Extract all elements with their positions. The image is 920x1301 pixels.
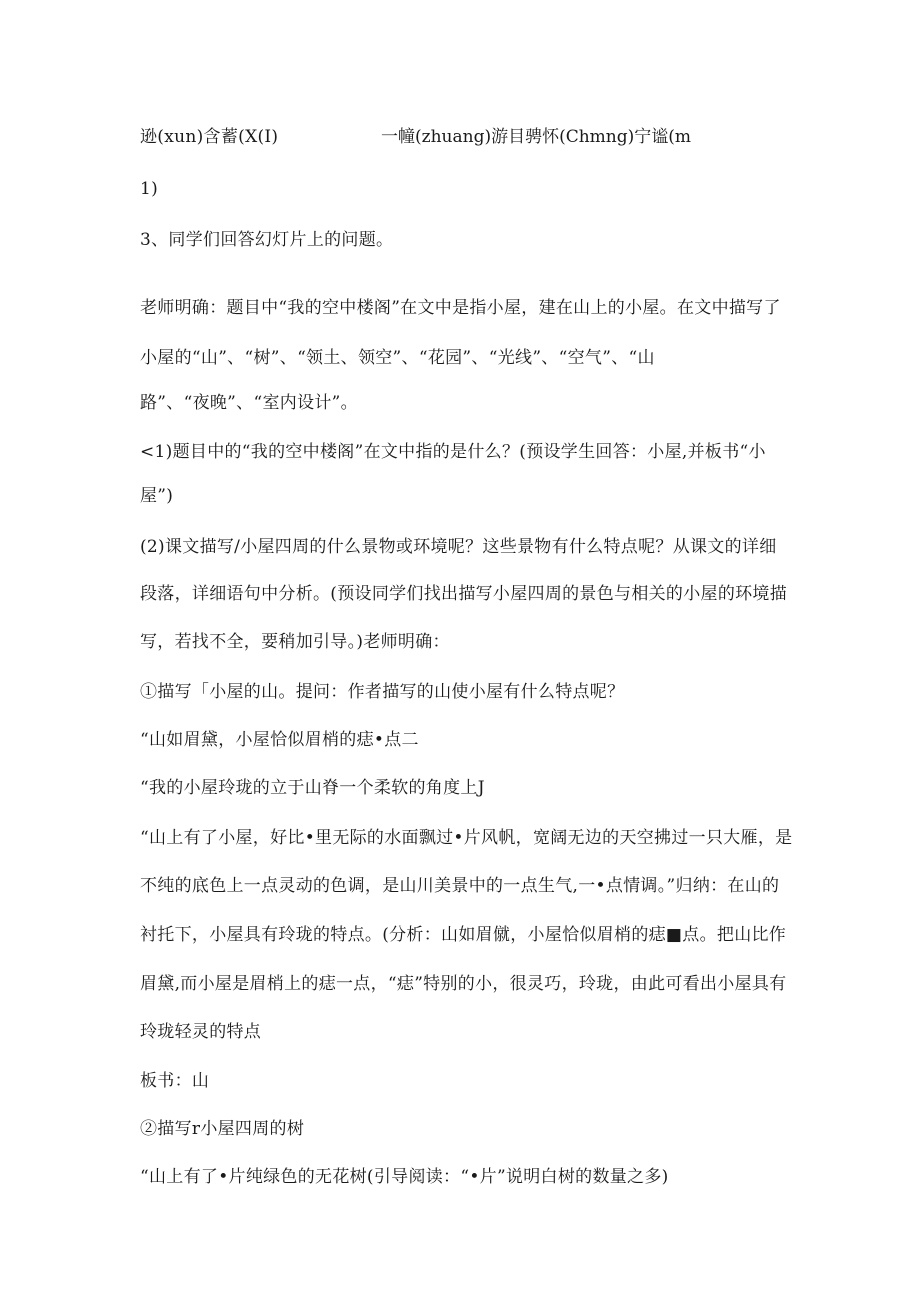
paragraph-line: 写，若找不全，要稍加引导。)老师明确：	[140, 632, 450, 652]
paragraph-line: ②描写r小屋四周的树	[140, 1119, 305, 1139]
paragraph-line: 段落，详细语句中分析。(预设同学们找出描写小屋四周的景色与相关的小屋的环境描	[140, 584, 788, 604]
paragraph-line: 眉黛,而小屋是眉梢上的痣一点，“痣”特别的小，很灵巧，玲珑，由此可看出小屋具有	[140, 974, 787, 994]
paragraph-line: 屋”)	[140, 486, 174, 506]
paragraph-line: <1)题目中的“我的空中楼阁”在文中指的是什么？(预设学生回答：小屋,并板书“小	[140, 442, 766, 462]
paragraph-line: 老师明确：题目中“我的空中楼阁”在文中是指小屋，建在山上的小屋。在文中描写了	[140, 298, 781, 318]
pinyin-line-1-left: 逊(xun)含蓄(X(I)	[140, 127, 279, 147]
paragraph-line: “山上有了•片纯绿色的无花树(引导阅读：“•片”说明白树的数量之多)	[140, 1167, 669, 1187]
paragraph-line: “山上有了小屋，好比•里无际的水面飘过•片风帆，宽阔无边的天空拂过一只大雁，是	[140, 828, 793, 848]
paragraph-line: 衬托下，小屋具有玲珑的特点。(分析：山如眉僦，小屋恰似眉梢的痣■点。把山比作	[140, 925, 787, 945]
board-note: 板书：山	[140, 1071, 210, 1091]
paragraph-line: 路”、“夜晚”、“室内设计”。	[140, 393, 358, 413]
paragraph-line: 不纯的底色上一点灵动的色调，是山川美景中的一点生气,一•点情调。”归纳：在山的	[140, 876, 780, 896]
quote-line: “我的小屋玲珑的立于山脊一个柔软的角度上J	[140, 778, 485, 798]
quote-line: “山如眉黛，小屋恰似眉梢的痣•点二	[140, 730, 419, 750]
paragraph-line: 小屋的“山”、“树”、“领土、领空”、“花园”、“光线”、“空气”、“山	[140, 348, 655, 368]
paragraph-line: 玲珑轻灵的特点	[140, 1022, 262, 1042]
paragraph-line: ①描写「小屋的山。提问：作者描写的山使小屋有什么特点呢？	[140, 682, 625, 702]
paragraph-line: (2)课文描写/小屋四周的什么景物或环境呢？这些景物有什么特点呢？从课文的详细	[140, 537, 777, 557]
pinyin-line-1-right: 一幢(zhuang)游目骋怀(Chmng)宁谧(m	[381, 127, 692, 147]
pinyin-line-2: 1)	[140, 179, 159, 199]
section-heading: 3、同学们回答幻灯片上的问题。	[140, 230, 394, 250]
